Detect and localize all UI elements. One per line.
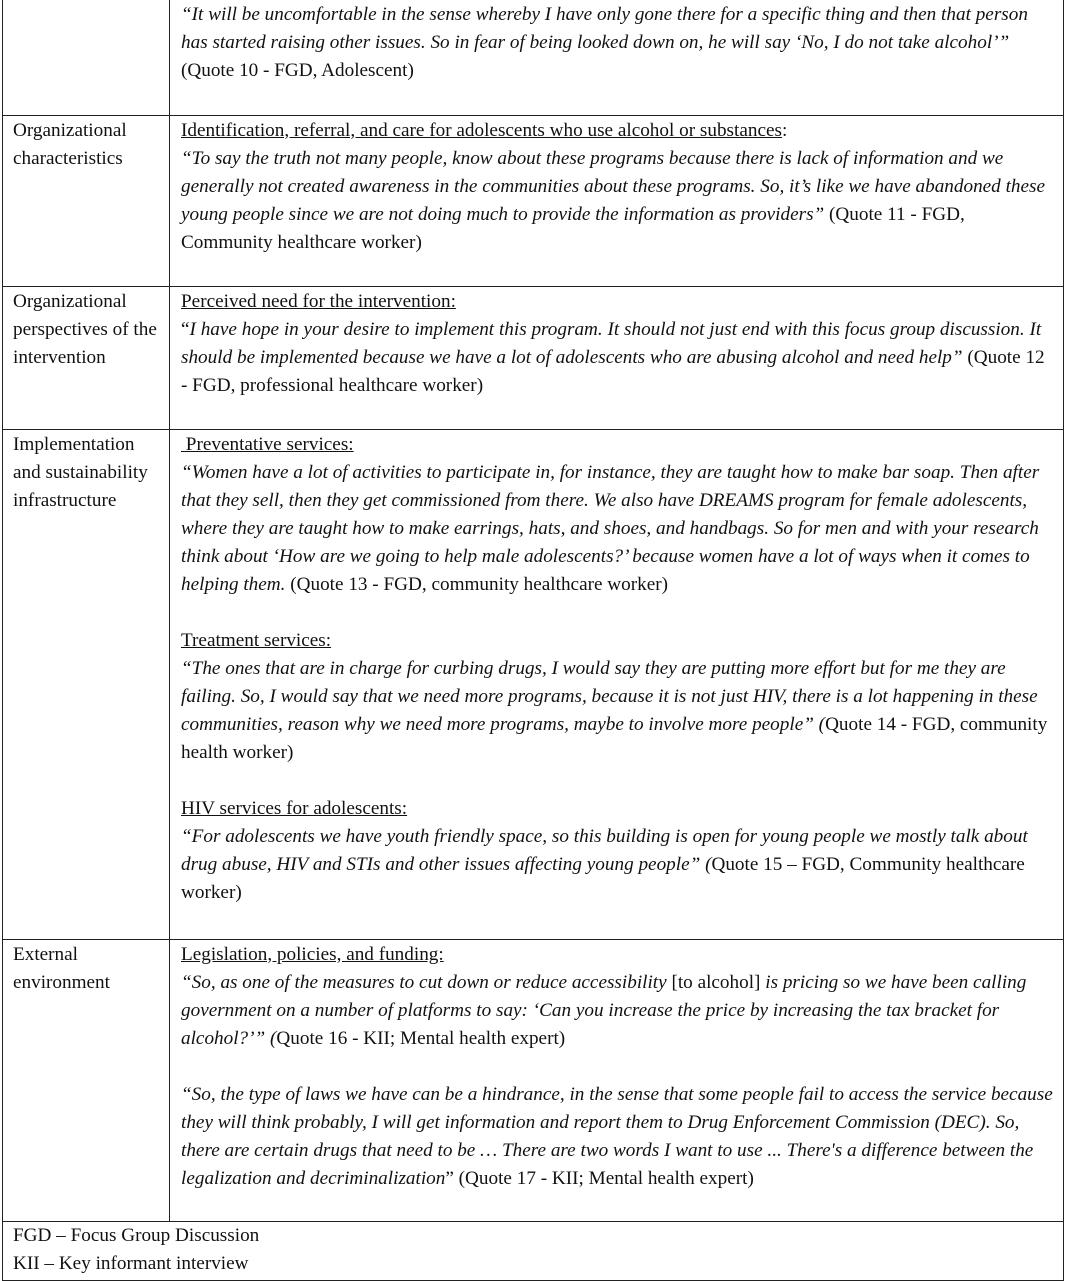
quote-citation: ” (Quote 17 - KII; Mental health expert) <box>445 1167 754 1189</box>
section-heading-line <box>181 941 1055 969</box>
section-heading: Identification, referral, and care for adolescents who use alcohol or substances <box>181 119 782 141</box>
content-cell <box>170 939 1064 1221</box>
quote-text: “The ones that are in charge for curbing drugs, I would say they are putting more effort but for me they are failing. So, I would say that we need more programs, because it is not just HIV, there is a lot happening in these communities, reason why we need more programs, maybe to involve more people” ( <box>181 657 1038 735</box>
quote-citation: (Quote 12 - FGD, professional healthcare worker) <box>181 346 1045 396</box>
quote-paragraph <box>181 1081 1055 1193</box>
section-heading-suffix: : <box>781 119 788 141</box>
quote-paragraph <box>181 969 1055 1053</box>
domain-label-cell <box>3 115 170 286</box>
footnote-cell <box>3 1221 1064 1280</box>
quote-text-continued: is pricing so we have been calling government on a number of platforms to say: ‘Can you increase the price by increasing the tax bracket for alcohol?’” ( <box>181 971 1027 1049</box>
quote-citation: (Quote 11 - FGD, Community healthcare worker) <box>181 203 965 253</box>
content-cell <box>170 286 1064 429</box>
quote-citation: (Quote 10 - FGD, Adolescent) <box>181 60 414 81</box>
domain-label: Implementation and sustainability infrastructure <box>13 433 148 511</box>
quote-open-mark: “ <box>181 318 190 340</box>
table-row <box>3 286 1064 429</box>
quote-citation: Quote 14 - FGD, community health worker) <box>181 713 1048 763</box>
quotes-table <box>2 0 1064 1281</box>
quote-paragraph <box>181 1 1055 85</box>
domain-label-cell <box>3 0 170 115</box>
section-heading: Perceived need for the intervention: <box>181 290 456 312</box>
quote-text: “So, as one of the measures to cut down or reduce accessibility <box>181 971 667 993</box>
content-cell <box>170 429 1064 939</box>
domain-label: Organizational perspectives of the intervention <box>13 290 157 368</box>
quote-text: “To say the truth not many people, know about these programs because there is lack of information and we generally not created awareness in the communities about these programs. So, it’s like we have abandoned these young people since we are not doing much to provide the information as providers” <box>181 147 1045 225</box>
quote-paragraph <box>181 655 1055 767</box>
section-spacer <box>181 599 1055 627</box>
footnote-fgd: FGD – Focus Group Discussion <box>13 1224 260 1246</box>
domain-label: Organizational characteristics <box>13 119 127 169</box>
quote-text: “For adolescents we have youth friendly space, so this building is open for young people we mostly talk about drug abuse, HIV and STIs and other issues affecting young people” ( <box>181 825 1028 875</box>
section-spacer <box>181 1053 1055 1081</box>
table-row <box>3 429 1064 939</box>
section-heading: HIV services for adolescents: <box>181 797 408 819</box>
section-heading-line <box>181 117 1055 145</box>
quote-paragraph <box>181 316 1055 400</box>
domain-label: External environment <box>13 943 110 993</box>
quote-citation: (Quote 13 - FGD, community healthcare worker) <box>285 573 669 595</box>
section-heading-line <box>181 627 1055 655</box>
table-row <box>3 939 1064 1221</box>
section-heading: Treatment services: <box>181 629 332 651</box>
section-heading-line <box>181 431 1055 459</box>
quote-text: “Women have a lot of activities to participate in, for instance, they are taught how to make bar soap. Then after that they sell, then they get commissioned from there. We also have DREAMS program for female adolescents, where they are taught how to make earrings, hats, and shoes, and handbags. So for men and with your research think about ‘How are we going to help male adolescents?’ because women have a lot of ways when it comes to helping them. <box>181 461 1040 595</box>
quote-paragraph <box>181 823 1055 907</box>
section-heading: Preventative services: <box>181 433 354 455</box>
quote-paragraph <box>181 459 1055 599</box>
quote-text: “So, the type of laws we have can be a hindrance, in the sense that some people fail to access the service because they will think probably, I will get information and report them to Drug Enforcement Commission (DEC). So, there are certain drugs that need to be … There are two words I want to use ... There's a difference between the legalization and decriminalization <box>181 1083 1053 1189</box>
section-spacer <box>181 767 1055 795</box>
section-heading-line <box>181 795 1055 823</box>
content-cell <box>170 115 1064 286</box>
section-heading-line <box>181 288 1055 316</box>
table-row <box>3 115 1064 286</box>
quote-text: “It will be uncomfortable in the sense whereby I have only gone there for a specific thing and then that person has started raising other issues. So in fear of being looked down on, he will say ‘No, I do not take alcohol’” <box>181 4 1028 53</box>
table-row <box>3 0 1064 115</box>
footnote-row <box>3 1221 1064 1280</box>
domain-label-cell <box>3 939 170 1221</box>
quote-paragraph <box>181 145 1055 257</box>
quote-text: I have hope in your desire to implement this program. It should not just end with this focus group discussion. It should be implemented because we have a lot of adolescents who are abusing alcohol and need help” <box>181 318 1042 368</box>
content-cell <box>170 0 1064 115</box>
footnote-kii: KII – Key informant interview <box>13 1252 249 1274</box>
quote-insert: [to alcohol] <box>666 971 766 993</box>
quote-citation: Quote 16 - KII; Mental health expert) <box>276 1027 566 1049</box>
domain-label-cell <box>3 286 170 429</box>
domain-label <box>3 0 169 1</box>
domain-label-cell <box>3 429 170 939</box>
quote-citation: Quote 15 – FGD, Community healthcare worker) <box>181 853 1025 903</box>
section-heading: Legislation, policies, and funding: <box>181 943 444 965</box>
